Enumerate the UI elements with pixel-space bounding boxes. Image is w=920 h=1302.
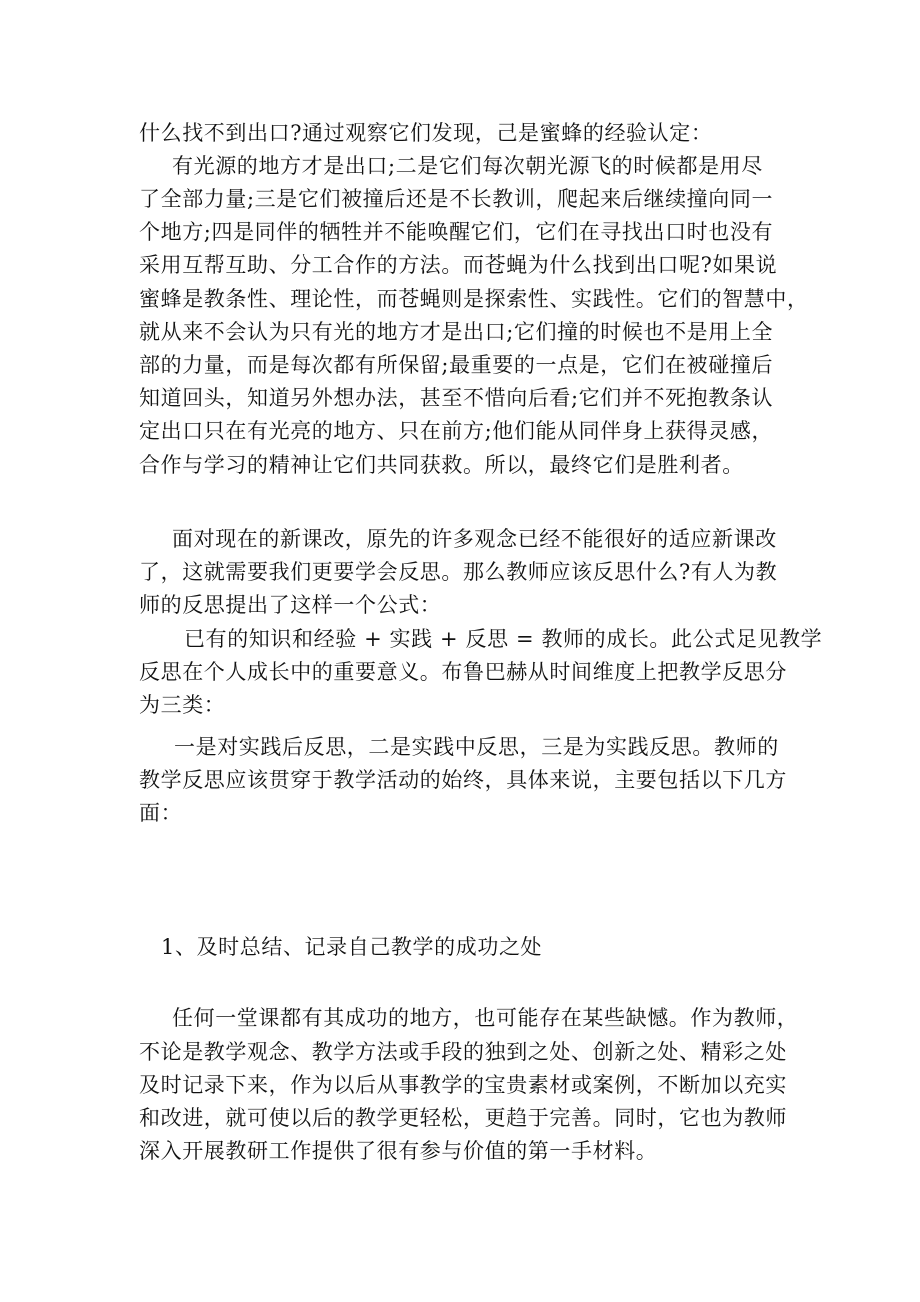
p4-line-2: 教学反思应该贯穿于教学活动的始终，具体来说，主要包括以下几方 [139, 768, 787, 792]
s1-line-5: 深入开展教研工作提供了很有参与价值的第一手材料。 [139, 1139, 658, 1163]
p1-line-11: 合作与学习的精神让它们共同获救。所以，最终它们是胜利者。 [139, 453, 744, 477]
p1-line-4: 个地方;四是同伴的牺牲并不能唤醒它们，它们在寻找出口时也没有 [139, 220, 774, 244]
p1-line-6: 蜜蜂是教条性、理论性，而苍蝇则是探索性、实践性。它们的智慧中， [139, 287, 809, 311]
p1-line-10: 定出口只在有光亮的地方、只在前方;他们能从同伴身上获得灵感， [139, 419, 774, 443]
s1-line-4: 和改进，就可使以后的教学更轻松，更趋于完善。同时，它也为教师 [139, 1106, 787, 1130]
p2-line-1: 面对现在的新课改，原先的许多观念已经不能很好的适应新课改 [172, 527, 777, 551]
p3-line-2: 反思在个人成长中的重要意义。布鲁巴赫从时间维度上把教学反思分 [139, 660, 787, 684]
p1-line-1: 什么找不到出口?通过观察它们发现，己是蜜蜂的经验认定： [139, 121, 713, 145]
p4-line-1: 一是对实践后反思，二是实践中反思，三是为实践反思。教师的 [174, 735, 779, 759]
p1-line-5: 采用互帮互助、分工合作的方法。而苍蝇为什么找到出口呢?如果说 [139, 253, 778, 277]
s1-line-3: 及时记录下来，作为以后从事教学的宝贵素材或案例，不断加以充实 [139, 1073, 787, 1097]
p1-line-8: 部的力量，而是每次都有所保留;最重要的一点是，它们在被碰撞后 [139, 353, 774, 377]
s1-line-1: 任何一堂课都有其成功的地方，也可能存在某些缺憾。作为教师， [172, 1006, 799, 1030]
p1-line-9: 知道回头，知道另外想办法，甚至不惜向后看;它们并不死抱教条认 [139, 386, 774, 410]
p1-line-3: 了全部力量;三是它们被撞后还是不长教训，爬起来后继续撞向同一 [139, 187, 774, 211]
p2-line-2: 了，这就需要我们更要学会反思。那么教师应该反思什么?有人为教 [139, 560, 778, 584]
p2-line-3: 师的反思提出了这样一个公式： [139, 593, 442, 617]
p4-line-3: 面： [139, 801, 183, 825]
section-heading: 1、及时总结、记录自己教学的成功之处 [161, 935, 543, 959]
p3-line-1: 已有的知识和经验 + 实践 + 反思 = 教师的成长。此公式足见教学 [184, 627, 823, 651]
p1-line-2: 有光源的地方才是出口;二是它们每次朝光源飞的时候都是用尽 [172, 154, 763, 178]
p3-line-3: 为三类： [139, 693, 226, 717]
p1-line-7: 就从来不会认为只有光的地方才是出口;它们撞的时候也不是用上全 [139, 320, 774, 344]
s1-line-2: 不论是教学观念、教学方法或手段的独到之处、创新之处、精彩之处 [139, 1040, 787, 1064]
